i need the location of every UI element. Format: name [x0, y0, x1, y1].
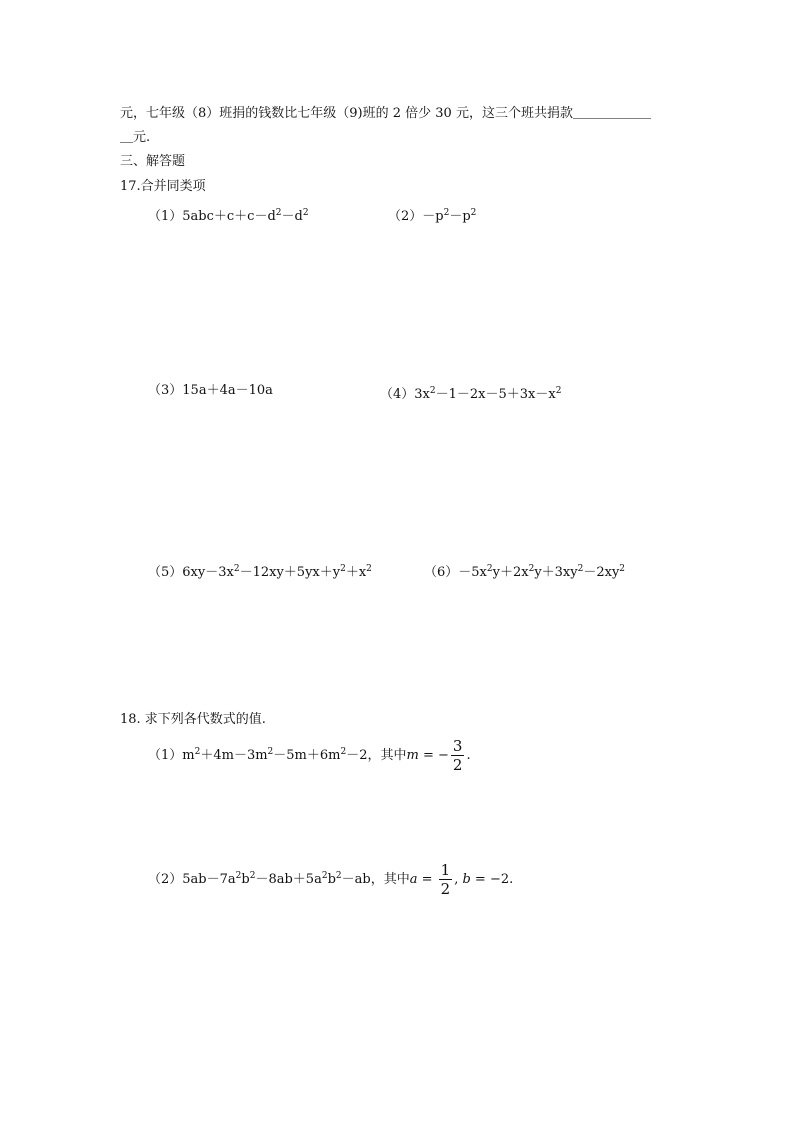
q18-part-1-where: ，其中 [367, 748, 407, 763]
q17-part-6-label: （6） [424, 565, 459, 580]
fraction-neg-three-halves: $\frac{3}{2}$ [452, 737, 463, 774]
q17-part-1: $(1)5abc+c+c-d^2-d^2$ [148, 208, 309, 224]
q18-part-2: $(2)5ab-7a^2b^2-8ab+5a^2b^2-ab$，其中a = $\frac{1}{2}$ , b = −2. [148, 861, 514, 898]
q18-part-2-where: ，其中 [370, 872, 410, 887]
q17-title: 17.合并同类项 [120, 179, 206, 194]
q18-part-1-label: （1） [148, 748, 183, 763]
q17-part-6: $(6)-5x^2y+2x^2y+3xy^2-2xy^2$ [424, 564, 626, 580]
q18-part-2-label: （2） [148, 872, 183, 887]
q17-part-5-label: （5） [148, 565, 183, 580]
intro-line-1: 元，七年级（8）班捐的钱数比七年级（9)班的 2 倍少 30 元，这三个班共捐款＿＿＿＿＿＿ [120, 106, 651, 121]
q17-part-4: $(4)3x^2-1-2x-5+3x-x^2$ [380, 386, 562, 402]
section-title: 三、解答题 [120, 154, 186, 169]
q17-part-4-label: （4） [380, 387, 415, 402]
q18-part-1: $(1)m^2+4m-3m^2-5m+6m^2-2$，其中m = − $\frac{3}{2}$ . [148, 737, 471, 774]
q17-part-2-label: （2） [388, 209, 423, 224]
intro-line-2: ＿元. [120, 130, 151, 145]
q17-part-2: $(2)-p^2-p^2$ [388, 208, 477, 224]
q18-title: 18. 求下列各代数式的值. [120, 712, 266, 727]
fraction-one-half: $\frac{1}{2}$ [440, 861, 451, 898]
q17-part-1-label: （1） [148, 209, 183, 224]
q17-part-5: $(5)6xy-3x^2-12xy+5yx+y^2+x^2$ [148, 564, 372, 580]
q17-part-3: （3）15a＋4a－10a [148, 383, 273, 398]
